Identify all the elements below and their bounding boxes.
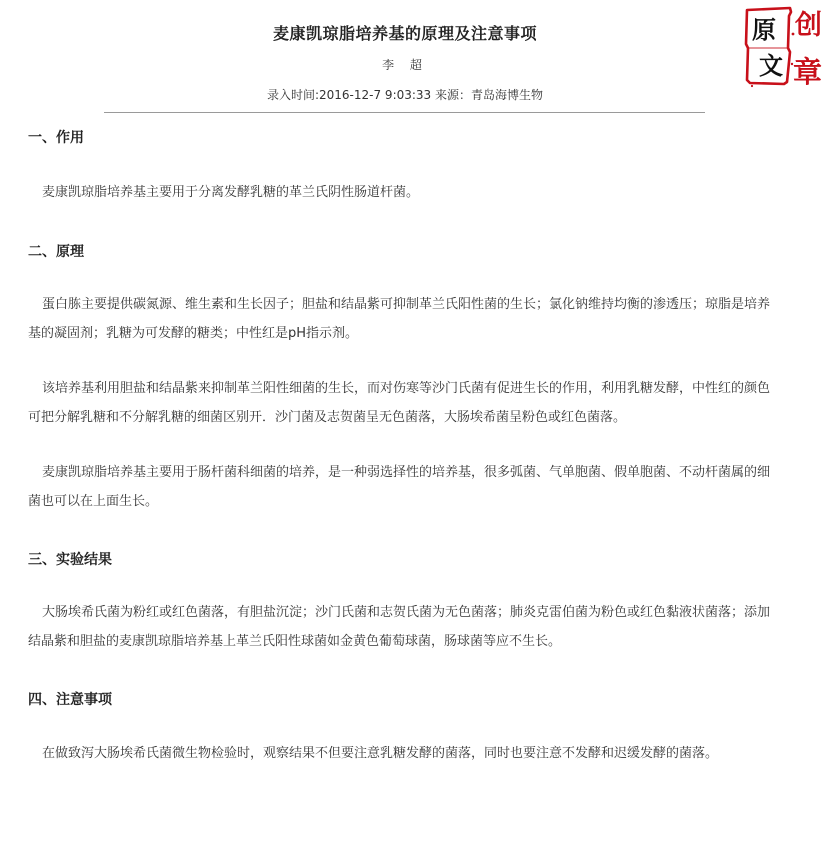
- original-article-seal: [744, 4, 824, 90]
- section-heading-principle: 二、原理: [28, 244, 84, 260]
- article-title: 麦康凯琼脂培养基的原理及注意事项: [272, 24, 537, 43]
- section-paragraph: 蛋白胨主要提供碳氮源、维生素和生长因子；胆盐和结晶紫可抑制革兰氏阳性菌的生长；氯化钠维持均衡的渗透压；琼脂是培养基的凝固剂；乳糖为可发酵的糖类；中性红是pH指示剂。: [28, 297, 771, 341]
- seal-char-3: 文: [759, 52, 783, 80]
- section-paragraph: 麦康凯琼脂培养基主要用于分离发酵乳糖的革兰氏阴性肠道杆菌。: [42, 185, 420, 200]
- section-paragraph: 大肠埃希氏菌为粉红或红色菌落，有胆盐沉淀；沙门氏菌和志贺氏菌为无色菌落；肺炎克雷伯菌为粉色或红色黏液状菌落；添加结晶紫和胆盐的麦康凯琼脂培养基上革兰氏阳性球菌如金黄色葡萄球菌，肠球菌等应不生长。: [28, 605, 771, 649]
- article-meta: 录入时间:2016-12-7 9:03:33 来源：青岛海博生物: [266, 88, 544, 102]
- section-heading-results: 三、实验结果: [28, 552, 112, 568]
- section-paragraph: 该培养基利用胆盐和结晶紫来抑制革兰阳性细菌的生长，而对伤寒等沙门氏菌有促进生长的作用，利用乳糖发酵，中性红的颜色可把分解乳糖和不分解乳糖的细菌区别开．沙门菌及志贺菌呈无色菌落，大肠埃希菌呈粉色或红色菌落。: [28, 381, 771, 425]
- title-divider: [104, 112, 705, 113]
- section-paragraph: 麦康凯琼脂培养基主要用于肠杆菌科细菌的培养，是一种弱选择性的培养基，很多弧菌、气单胞菌、假单胞菌、不动杆菌属的细菌也可以在上面生长。: [28, 465, 771, 509]
- section-paragraph: 在做致泻大肠埃希氏菌微生物检验时，观察结果不但要注意乳糖发酵的菌落，同时也要注意不发酵和迟缓发酵的菌落。: [42, 746, 719, 761]
- seal-char-1: 原: [752, 16, 776, 44]
- seal-char-2: 创: [795, 10, 822, 41]
- article-author: 李 超: [382, 58, 428, 72]
- section-heading-purpose: 一、作用: [28, 130, 84, 146]
- seal-char-4: 章: [793, 55, 823, 89]
- section-heading-notes: 四、注意事项: [28, 692, 112, 708]
